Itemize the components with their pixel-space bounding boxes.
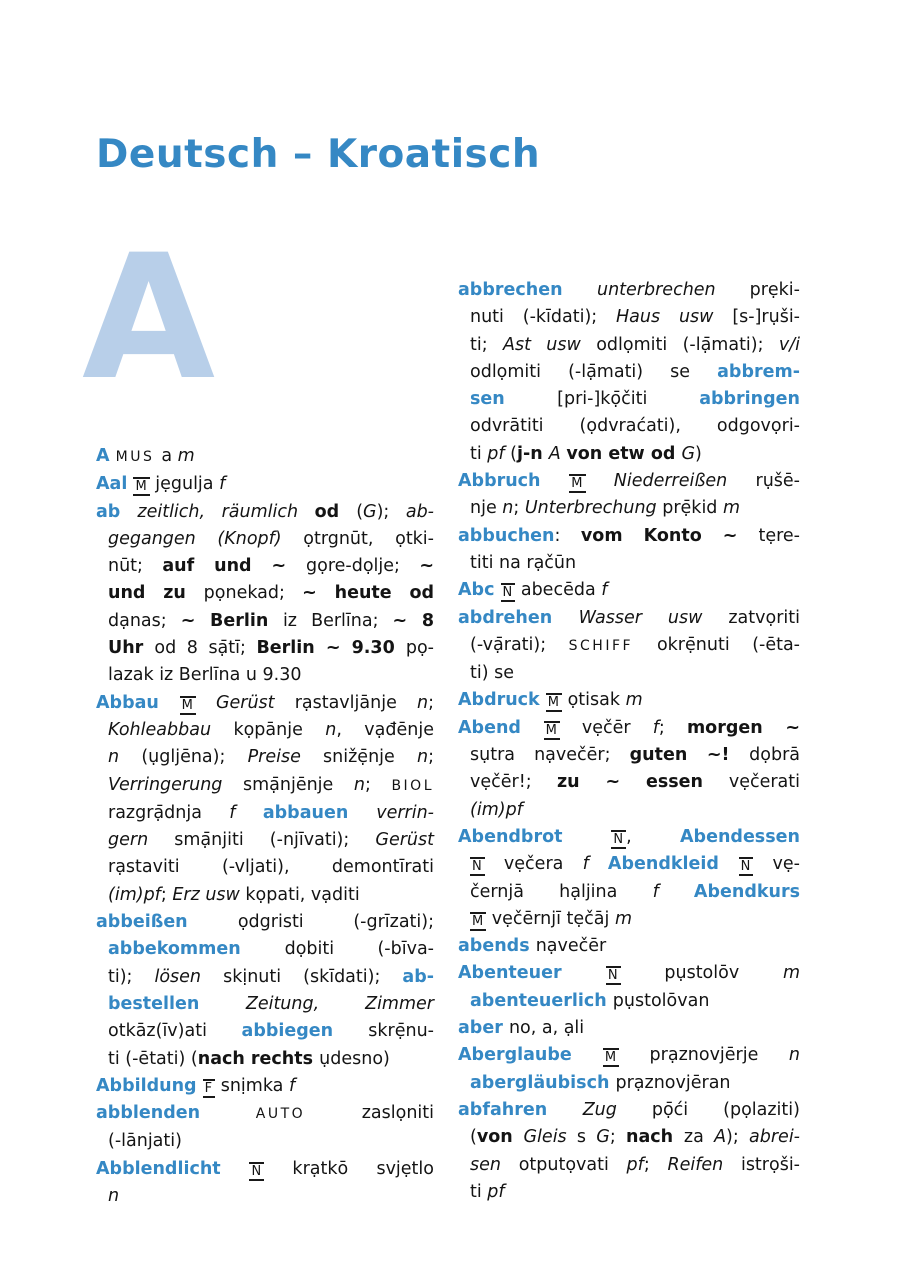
croatian-translation: nạvečēr <box>535 936 607 957</box>
usage-example-bold: ~ 8 <box>392 610 434 631</box>
croatian-translation: otkāz(īv)ati <box>108 1021 242 1042</box>
german-gloss-italic: Gerüst <box>375 830 434 851</box>
dictionary-line <box>96 526 434 553</box>
dictionary-line <box>458 660 800 687</box>
croatian-translation: odlọmiti (-lạ̄mati); <box>596 334 779 355</box>
dictionary-line <box>96 1100 434 1128</box>
gender-marker: M <box>472 913 485 929</box>
usage-example-bold: zu ~ essen <box>556 772 729 793</box>
croatian-translation: abecēda <box>515 580 602 601</box>
german-gloss-italic: zeitlich, räumlich <box>137 501 315 522</box>
croatian-translation: kọpānje <box>233 719 326 740</box>
croatian-translation: skịnuti (skīdati); <box>223 966 403 987</box>
croatian-translation: pọnekad; <box>203 583 303 604</box>
dictionary-line <box>96 580 434 607</box>
german-gloss-italic: Reifen <box>667 1154 741 1175</box>
dictionary-line <box>458 879 800 906</box>
gender-abbreviation: f <box>288 1075 296 1096</box>
croatian-translation: [pri-]kọ̄čiti <box>557 389 700 410</box>
croatian-translation: snižẹ̄nje <box>323 747 417 768</box>
croatian-translation: ọtrgnūt, ọtki- <box>303 528 434 549</box>
dictionary-body <box>96 277 804 1210</box>
dictionary-column-left <box>96 277 434 1210</box>
gender-marker: N <box>502 585 514 601</box>
croatian-translation: za <box>683 1127 715 1148</box>
croatian-translation: odvrātiti (ọdvraćati), odgovọri- <box>470 416 800 437</box>
headword: abbeißen <box>96 912 238 933</box>
dictionary-line <box>458 960 800 987</box>
gender-abbreviation: G <box>363 501 377 522</box>
headword: abblenden <box>96 1103 256 1124</box>
headword: abbringen <box>699 389 800 410</box>
croatian-translation: otputọvati <box>518 1154 627 1175</box>
headword: Aberglaube <box>458 1045 603 1066</box>
gender-abbreviation: m <box>782 963 801 984</box>
gender-marker: F <box>204 1080 214 1096</box>
croatian-translation: ; <box>513 498 525 519</box>
dictionary-line <box>458 742 800 769</box>
gender-marker: M <box>571 476 584 492</box>
croatian-translation: [s-]rụši- <box>732 307 800 328</box>
headword: Abendkleid <box>607 854 739 875</box>
german-gloss-italic: pf <box>487 1181 505 1202</box>
croatian-translation: sụtra nạvečēr; <box>470 745 630 766</box>
croatian-translation: zaslọniti <box>361 1103 434 1124</box>
usage-example-bold: od <box>314 501 357 522</box>
headword: Abbau <box>96 692 180 713</box>
croatian-translation: , <box>626 826 681 847</box>
croatian-translation: zatvọriti <box>728 607 800 628</box>
subject-field-label: AUTO <box>255 1106 362 1123</box>
dictionary-column-right <box>458 277 800 1210</box>
croatian-translation: iz Berlīna; <box>282 610 393 631</box>
headword: Abendessen <box>680 826 800 847</box>
dictionary-line <box>96 854 434 881</box>
croatian-translation: krạtkō svjẹtlo <box>264 1158 434 1179</box>
gender-abbreviation: m <box>722 498 741 519</box>
croatian-translation: ( <box>510 443 517 464</box>
headword: aber <box>458 1018 509 1039</box>
croatian-translation: kọpati, vạditi <box>245 884 360 905</box>
dictionary-line <box>96 1018 434 1045</box>
dictionary-line <box>458 1015 800 1042</box>
dictionary-line <box>458 933 800 960</box>
croatian-translation: ti <box>470 443 488 464</box>
croatian-translation: okrẹ̄nuti (-ēta- <box>656 634 800 655</box>
gender-abbreviation: G <box>596 1127 610 1148</box>
dictionary-line <box>458 359 800 386</box>
german-gloss-italic: Gerüst <box>195 692 295 713</box>
croatian-translation: istrọši- <box>740 1154 800 1175</box>
dictionary-line <box>96 772 434 800</box>
headword: Abend <box>458 717 544 738</box>
gender-abbreviation: n <box>353 774 365 795</box>
dictionary-line <box>96 991 434 1018</box>
headword: abbiegen <box>241 1021 369 1042</box>
dictionary-line <box>96 827 434 854</box>
croatian-translation: (ụgljēna); <box>141 747 248 768</box>
headword: ab- <box>402 966 434 987</box>
german-gloss-italic: verrin- <box>376 802 434 823</box>
gender-abbreviation: f <box>601 580 608 601</box>
croatian-translation: gọre-dọlje; <box>306 556 420 577</box>
croatian-translation: jẹgulja <box>149 474 220 495</box>
croatian-translation: pụstolōvan <box>612 990 710 1011</box>
croatian-translation: ti <box>470 1181 488 1202</box>
headword: Abendbrot <box>458 826 612 847</box>
gender-abbreviation: n <box>417 747 429 768</box>
gender-abbreviation: f <box>652 881 694 902</box>
croatian-translation: odlọmiti (-lạ̄mati) se <box>470 361 718 382</box>
dictionary-line <box>458 1179 800 1206</box>
gender-marker: N <box>251 1163 263 1179</box>
german-gloss-italic: Zug <box>582 1099 652 1120</box>
usage-example-bold: von etw <box>566 443 651 464</box>
croatian-translation: : <box>554 525 581 546</box>
croatian-translation: ti; <box>470 334 503 355</box>
dictionary-line <box>96 1128 434 1155</box>
croatian-translation: prạznovjēran <box>615 1072 731 1093</box>
german-gloss-italic: gern <box>108 830 175 851</box>
croatian-translation: nūt; <box>108 556 163 577</box>
gender-marker: M <box>135 479 148 495</box>
croatian-translation: nje <box>470 498 503 519</box>
headword: Abdruck <box>458 690 546 711</box>
croatian-translation: ti) se <box>470 663 514 684</box>
german-gloss-italic: Niederreißen <box>585 471 756 492</box>
croatian-translation: ; <box>160 884 173 905</box>
german-gloss-italic: Gleis <box>523 1127 577 1148</box>
headword: ab <box>96 501 138 522</box>
dictionary-line <box>458 797 800 824</box>
usage-example-bold: vom Konto ~ <box>580 525 759 546</box>
croatian-translation: titi na rạčūn <box>470 552 577 573</box>
subject-field-label: BIOL <box>391 777 434 794</box>
german-gloss-italic: (im)pf <box>470 799 523 820</box>
subject-field-label: SCHIFF <box>568 637 657 654</box>
croatian-translation: ti); <box>108 966 155 987</box>
dictionary-line <box>458 605 800 632</box>
dictionary-line <box>458 386 800 413</box>
german-gloss-italic: abrei- <box>749 1127 801 1148</box>
croatian-translation: prẹ̄kid <box>662 498 723 519</box>
dictionary-line <box>96 553 434 580</box>
german-gloss-italic: unterbrechen <box>597 280 750 300</box>
croatian-translation: pụstolōv <box>620 963 783 984</box>
section-letter-watermark: A <box>82 217 216 418</box>
german-gloss-italic: Zeitung, Zimmer <box>245 993 434 1014</box>
gender-marker: M <box>547 695 561 711</box>
usage-example-bold: Uhr <box>108 638 155 659</box>
gender-abbreviation: G <box>681 443 696 464</box>
croatian-translation: razgrạ̄dnja <box>108 802 230 823</box>
dictionary-line <box>458 824 800 851</box>
headword: abbauen <box>262 802 377 823</box>
dictionary-line <box>96 800 434 827</box>
croatian-translation: tẹre- <box>758 525 800 546</box>
croatian-translation: ); <box>376 501 406 522</box>
headword: Abenteuer <box>458 963 606 984</box>
dictionary-line <box>96 608 434 635</box>
croatian-translation: no, a, ạli <box>508 1018 585 1039</box>
croatian-translation: ; <box>428 692 434 713</box>
dictionary-line <box>458 495 800 522</box>
german-gloss-italic: pf <box>487 443 511 464</box>
usage-example-bold: nach rechts <box>197 1048 320 1069</box>
gender-marker: M <box>181 697 194 713</box>
german-gloss-italic: Kohleabbau <box>108 719 234 740</box>
usage-example-bold: morgen ~ <box>686 717 800 738</box>
dictionary-line <box>96 1156 434 1183</box>
croatian-translation: ( <box>356 501 364 522</box>
dictionary-line <box>458 413 800 440</box>
croatian-translation: (-lānjati) <box>108 1131 182 1152</box>
dictionary-line <box>458 304 800 331</box>
croatian-translation: ụdesno) <box>319 1048 390 1069</box>
dictionary-line <box>96 690 434 717</box>
gender-marker: N <box>613 831 625 847</box>
german-gloss-italic: (im)pf <box>108 884 161 905</box>
german-gloss-italic: Verringerung <box>108 774 243 795</box>
croatian-translation: (-vạ̄rati); <box>470 634 569 655</box>
usage-example-bold: auf und ~ <box>162 556 307 577</box>
gender-marker: N <box>472 859 483 875</box>
usage-example-bold: ~ <box>419 556 434 577</box>
croatian-translation: vẹčēr!; <box>470 772 557 793</box>
croatian-translation: a <box>161 446 178 466</box>
german-gloss-italic: Erz usw <box>172 884 246 905</box>
croatian-translation: vẹ- <box>753 854 800 875</box>
croatian-translation: ) <box>695 443 702 464</box>
headword: abbrem- <box>717 361 800 382</box>
croatian-translation: ọdgristi (-grīzati); <box>237 912 434 933</box>
usage-example-bold: j-n <box>516 443 549 464</box>
headword: abbuchen <box>458 525 555 546</box>
croatian-translation: rạstaviti (-vljati), demontīrati <box>108 857 434 878</box>
gender-abbreviation: n <box>502 498 514 519</box>
dictionary-line <box>96 882 434 909</box>
croatian-translation: černjā hạljina <box>470 881 653 902</box>
croatian-translation: rụšē- <box>755 471 800 492</box>
croatian-translation: ọtisak <box>562 690 626 711</box>
dictionary-line <box>458 523 800 550</box>
headword: abergläubisch <box>470 1072 616 1093</box>
usage-example-bold: nach <box>626 1127 684 1148</box>
german-gloss-italic: Ast usw <box>502 334 597 355</box>
gender-abbreviation: f <box>652 717 659 738</box>
headword: A <box>96 446 116 466</box>
headword: abenteuerlich <box>470 990 613 1011</box>
dictionary-line <box>96 1073 434 1100</box>
gender-abbreviation: m <box>625 690 643 711</box>
croatian-translation: prạznovjērje <box>619 1045 789 1066</box>
headword: Abendkurs <box>693 881 800 902</box>
headword: abends <box>458 936 536 957</box>
croatian-translation: ; <box>428 747 434 768</box>
dictionary-line <box>458 988 800 1015</box>
dictionary-line <box>96 964 434 991</box>
dictionary-line <box>458 1124 800 1151</box>
dictionary-line <box>458 715 800 742</box>
gender-abbreviation: m <box>614 908 633 929</box>
german-gloss-italic: pf <box>626 1154 644 1175</box>
croatian-translation: skrẹ̄nu- <box>368 1021 434 1042</box>
dictionary-line <box>458 277 800 304</box>
croatian-translation: smạ̄njiti (-njīvati); <box>174 830 376 851</box>
headword: Abbildung <box>96 1075 203 1096</box>
headword: Aal <box>96 474 134 495</box>
croatian-translation: ; <box>609 1127 627 1148</box>
headword: sen <box>470 389 558 410</box>
gender-marker: M <box>604 1050 618 1066</box>
gender-marker: M <box>545 722 558 738</box>
croatian-translation: nuti (-kīdati); <box>470 307 617 328</box>
croatian-translation: dọbrā <box>749 745 800 766</box>
croatian-translation: ; <box>643 1154 668 1175</box>
usage-example-bold: guten ~! <box>629 745 750 766</box>
croatian-translation: , vạđēnje <box>336 719 434 740</box>
croatian-translation: pọ- <box>405 638 434 659</box>
dictionary-line <box>96 717 434 744</box>
german-gloss-italic: v/i <box>778 334 800 355</box>
croatian-translation: rạstavljānje <box>294 692 417 713</box>
croatian-translation: vẹčērnjī tẹčāj <box>486 908 615 929</box>
headword: abdrehen <box>458 607 579 628</box>
croatian-translation: s <box>576 1127 597 1148</box>
gender-abbreviation: n <box>325 719 337 740</box>
dictionary-line <box>96 744 434 771</box>
dictionary-line <box>458 769 800 796</box>
german-gloss-italic: Haus usw <box>616 307 733 328</box>
usage-example-bold: und zu <box>108 583 204 604</box>
croatian-translation: smạ̄njēnje <box>242 774 354 795</box>
dictionary-line <box>458 687 800 714</box>
headword: abbrechen <box>458 280 597 300</box>
dictionary-line <box>96 499 434 526</box>
gender-abbreviation: m <box>177 446 195 466</box>
croatian-translation: prẹki- <box>749 280 800 300</box>
usage-example-bold: ~ heute <box>302 583 410 604</box>
german-gloss-italic: Preise <box>247 747 324 768</box>
headword: bestellen <box>108 993 246 1014</box>
croatian-translation: pọ̄ći (pọlaziti) <box>651 1099 800 1120</box>
dictionary-line <box>458 632 800 660</box>
headword: Abbruch <box>458 471 570 492</box>
dictionary-line <box>458 577 800 604</box>
croatian-translation: ( <box>470 1127 477 1148</box>
gender-abbreviation: n <box>417 692 429 713</box>
usage-example-bold: Berlin ~ 9.30 <box>256 638 406 659</box>
subject-field-label: MUS <box>115 449 162 465</box>
gender-abbreviation: f <box>582 854 608 875</box>
dictionary-line <box>458 1070 800 1097</box>
croatian-translation: vẹčera <box>484 854 583 875</box>
dictionary-line <box>96 443 434 471</box>
dictionary-line <box>96 1183 434 1210</box>
gender-marker: N <box>740 859 752 875</box>
page-title: Deutsch – Kroatisch <box>96 132 541 178</box>
dictionary-line <box>458 332 800 359</box>
usage-example-bold: od <box>650 443 682 464</box>
dictionary-line <box>96 471 434 498</box>
headword: abfahren <box>458 1099 583 1120</box>
croatian-translation: dọbiti (-bīva- <box>284 939 434 960</box>
dictionary-line <box>458 1152 800 1179</box>
croatian-translation: od 8 sạ̄tī; <box>154 638 257 659</box>
gender-marker: N <box>607 968 619 984</box>
croatian-translation: ); <box>726 1127 750 1148</box>
croatian-translation: vẹčēr <box>559 717 653 738</box>
german-gloss-italic: Unterbrechung <box>524 498 663 519</box>
gender-abbreviation: n <box>108 1186 120 1207</box>
dictionary-line <box>96 662 434 689</box>
gender-abbreviation: f <box>219 474 226 495</box>
gender-abbreviation: A <box>714 1127 727 1148</box>
gender-abbreviation: n <box>788 1045 800 1066</box>
usage-example-bold: von <box>476 1127 524 1148</box>
usage-example-bold: od <box>409 583 434 604</box>
german-gloss-italic: ab- <box>405 501 434 522</box>
dictionary-line <box>96 936 434 963</box>
dictionary-line <box>458 851 800 878</box>
croatian-translation: dạnas; <box>108 610 181 631</box>
german-gloss-italic: Wasser usw <box>578 607 729 628</box>
dictionary-line <box>458 468 800 495</box>
croatian-translation: snịmka <box>215 1075 289 1096</box>
dictionary-line <box>96 909 434 936</box>
headword: Abc <box>458 580 501 601</box>
croatian-translation: ti (-ētati) ( <box>108 1048 198 1069</box>
german-gloss-italic: lösen <box>154 966 224 987</box>
gender-abbreviation: A <box>548 443 567 464</box>
croatian-translation: vẹčerati <box>728 772 800 793</box>
headword: abbekommen <box>108 939 285 960</box>
usage-example-bold: ~ Berlin <box>180 610 283 631</box>
dictionary-line <box>96 635 434 662</box>
dictionary-line <box>458 906 800 933</box>
german-gloss-italic: sen <box>470 1154 519 1175</box>
dictionary-line <box>458 550 800 577</box>
dictionary-line <box>458 1042 800 1069</box>
croatian-translation: ; <box>658 717 687 738</box>
dictionary-line <box>458 441 800 468</box>
gender-abbreviation: f <box>229 802 263 823</box>
dictionary-line <box>458 1097 800 1124</box>
croatian-translation: ; <box>364 774 392 795</box>
german-gloss-italic: gegangen (Knopf) <box>108 528 304 549</box>
dictionary-line <box>96 1046 434 1073</box>
croatian-translation: lazak iz Berlīna u 9.30 <box>108 665 302 686</box>
headword: Abblendlicht <box>96 1158 250 1179</box>
gender-abbreviation: n <box>108 747 142 768</box>
